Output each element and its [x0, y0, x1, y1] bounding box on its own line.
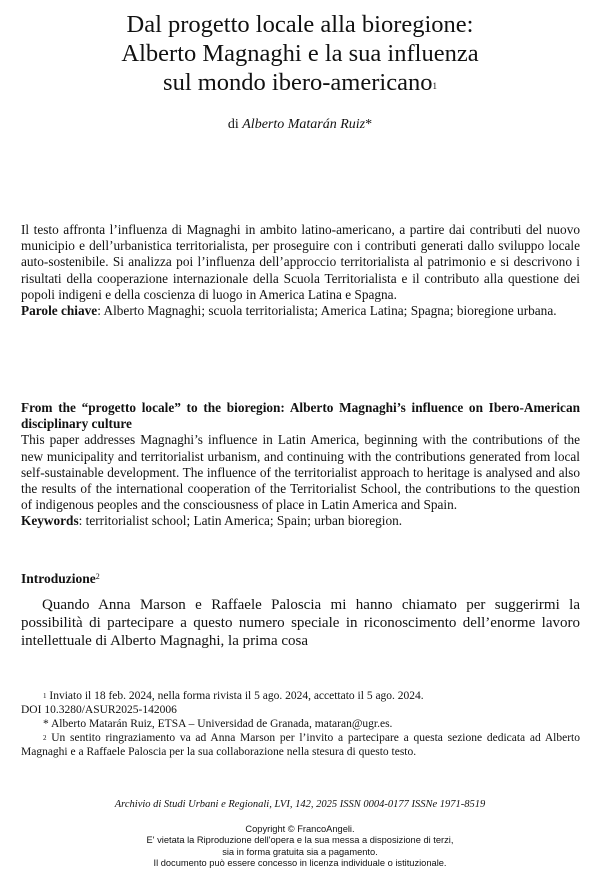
abstract-english: [21, 400, 580, 530]
footnote-1-mark: 1: [43, 692, 47, 700]
title-line-3-text: sul mondo ibero-americano: [163, 69, 433, 96]
byline: [0, 117, 600, 133]
title-line-3: [40, 68, 560, 97]
section-heading-mark: 2: [95, 572, 100, 581]
copyright-line-2: E' vietata la Riproduzione dell'opera e la sua messa a disposizione di terzi,: [146, 835, 454, 846]
journal-citation: Archivio di Studi Urbani e Regionali, LVI, 142, 2025 ISSN 0004-0177 ISSNe 1971-8519: [114, 799, 486, 810]
footnote-author-text: Alberto Matarán Ruiz, ETSA – Universidad de Granada, mataran@ugr.es.: [51, 718, 393, 730]
footnote-doi: DOI 10.3280/ASUR2025-142006: [21, 704, 177, 716]
section-heading-text: Introduzione: [21, 571, 96, 586]
keywords-english-label: Keywords: [21, 513, 79, 529]
keywords-italian: [21, 303, 580, 319]
english-title: From the “progetto locale” to the bioregion: Alberto Magnaghi’s influence on Ibero-American disciplinary culture: [21, 400, 580, 432]
footnotes: [21, 689, 580, 759]
keywords-english-text: : territorialist school; Latin America; Spain; urban bioregion.: [78, 513, 403, 529]
footnote-2-mark: 2: [43, 734, 47, 742]
abstract-italian-text: Il testo affronta l’influenza di Magnaghi in ambito latino-americano, a partire dai contributi del nuovo municipio e dell’urbanistica territorialista, per proseguire con i contributi generati dallo sviluppo locale auto-sostenibile. Si analizza poi l’influenza dell’approccio territorialista al patrimonio e si descrivono i risultati della cooperazione internazionale della Scuola Territorialista e il contributo alla questione dei popoli indigeni e della coscienza di luogo in America Latina e Spagna.: [21, 222, 580, 302]
article-title: [40, 10, 560, 97]
author-mark: *: [365, 117, 373, 132]
footnote-2-text: Un sentito ringraziamento va ad Anna Marson per l’invito a partecipare a questa sezione dedicata ad Alberto Magnaghi e a Raffaele Paloscia per la sua collaborazione nella stesura di questo testo.: [21, 732, 580, 758]
byline-prefix: di: [227, 117, 239, 132]
section-heading: [21, 571, 100, 587]
body-paragraph: Quando Anna Marson e Raffaele Paloscia mi hanno chiamato per suggerirmi la possibilità di partecipare a questo numero speciale in riconoscimento dell’enorme lavoro intellettuale di Alberto Magnaghi, la prima cosa: [21, 597, 580, 649]
title-footnote-mark: 1: [432, 81, 437, 91]
footnote-1-text: Inviato il 18 feb. 2024, nella forma rivista il 5 ago. 2024, accettato il 5 ago. 2024.: [49, 690, 424, 702]
footnote-author: [21, 717, 580, 731]
footnote-2: [21, 731, 580, 759]
copyright-notice: [0, 824, 600, 870]
copyright-line-3: sia in forma gratuita sia a pagamento.: [222, 846, 378, 857]
title-line-2: Alberto Magnaghi e la sua influenza: [121, 40, 479, 67]
footnote-1: [21, 689, 580, 703]
keywords-english: [21, 513, 580, 529]
title-line-1: Dal progetto locale alla bioregione:: [126, 11, 474, 38]
copyright-line-4: Il documento può essere concesso in licenza individuale o istituzionale.: [153, 858, 447, 869]
body-text: [21, 596, 580, 650]
keywords-italian-text: : Alberto Magnaghi; scuola territorialista; America Latina; Spagna; bioregione urbana.: [97, 303, 557, 319]
abstract-italian: [21, 222, 580, 319]
footnote-author-mark: *: [43, 718, 49, 730]
author-name: Alberto Matarán Ruiz: [242, 117, 366, 132]
copyright-line-1: Copyright © FrancoAngeli.: [245, 824, 355, 834]
keywords-italian-label: Parole chiave: [21, 303, 98, 319]
abstract-english-text: This paper addresses Magnaghi’s influence in Latin America, beginning with the contributions of the new municipality and territorialist urbanism, and continuing with the contributions generated from local self-sustainable development. The influence of the territorialist approach to heritage is analysed and also the results of the international cooperation of the Territorialist School, the contributions to the question of indigenous peoples and the consciousness of place in Latin America and Spain.: [21, 432, 580, 513]
